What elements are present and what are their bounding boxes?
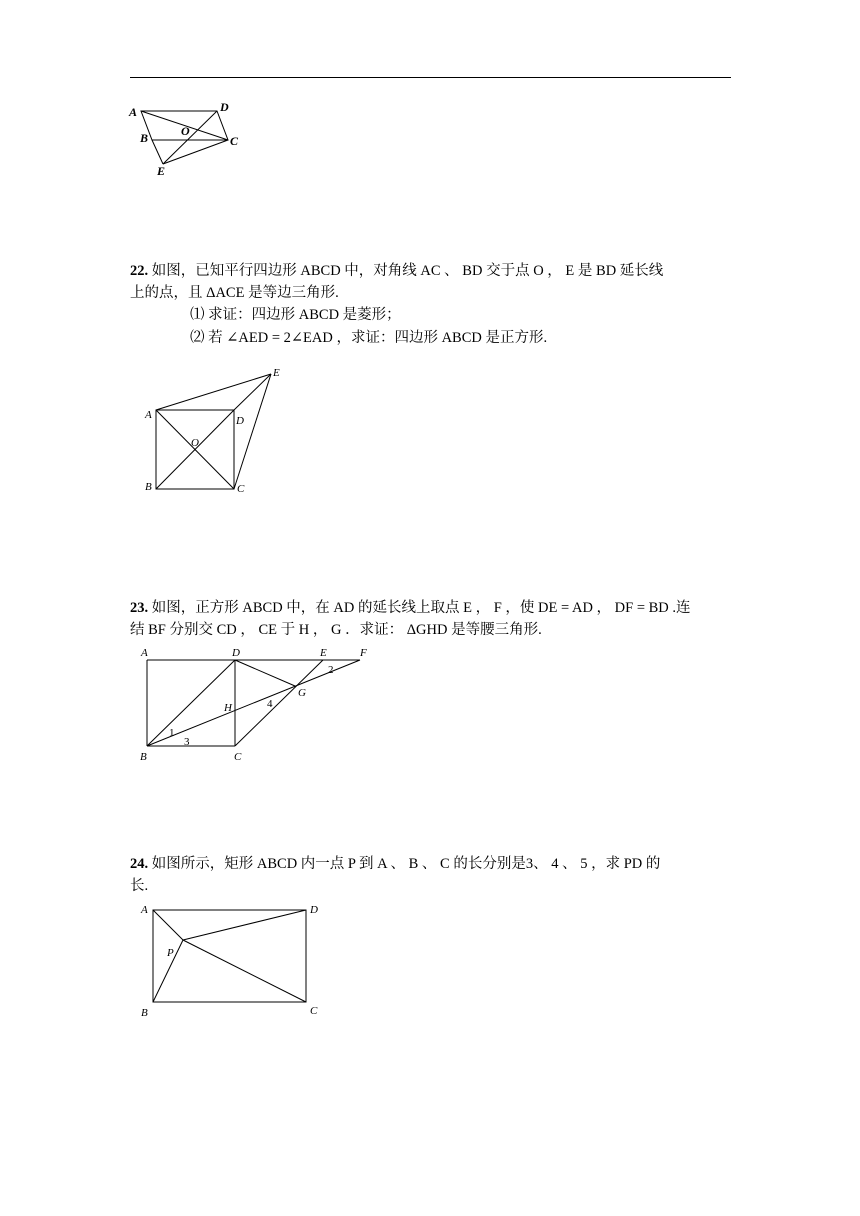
problem-22-sub1: ⑴ 求证：四边形 ABCD 是菱形； [190, 307, 401, 323]
label-P: P [167, 947, 174, 959]
label-O: O [181, 124, 190, 138]
label-angle-3: 3 [184, 736, 190, 748]
label-O: O [191, 437, 199, 449]
problem-23 [130, 597, 730, 641]
segment-be [152, 140, 163, 164]
label-B: B [145, 481, 152, 493]
label-A: A [141, 904, 148, 916]
problem-22-line1: 如图，已知平行四边形 ABCD 中，对角线 AC 、 BD 交于点 O ， E 是 BD 延长线 [151, 263, 664, 279]
label-H: H [224, 702, 232, 714]
label-B: B [141, 1007, 148, 1019]
label-G: G [298, 687, 306, 699]
problem-23-line1: 如图，正方形 ABCD 中，在 AD 的延长线上取点 E ， F ，使 DE = AD ， DF = BD .连 [151, 600, 691, 616]
problem-24-number: 24. [130, 856, 149, 872]
segment-pd [183, 910, 306, 940]
label-D: D [236, 415, 244, 427]
label-B: B [140, 751, 147, 763]
label-D: D [220, 100, 229, 114]
label-B: B [140, 131, 149, 145]
label-F: F [360, 647, 367, 659]
label-A: A [141, 647, 148, 659]
segment-ce [234, 374, 271, 489]
problem-24-line1: 如图所示，矩形 ABCD 内一点 P 到 A 、 B 、 C 的长分别是3、 4 、 5 ，求 PD 的 [151, 856, 661, 872]
figure-parallelogram-21 [125, 95, 245, 180]
segment-ec [163, 140, 228, 164]
label-C: C [234, 751, 242, 763]
figure-rectangle-24 [135, 898, 335, 1023]
diagonal-bd [147, 660, 235, 746]
label-angle-2: 2 [328, 664, 334, 676]
problem-23-line2: 结 BF 分别交 CD ， CE 于 H ， G ．求证： ΔGHD 是等腰三角形. [130, 622, 542, 638]
segment-pa [153, 910, 183, 940]
problem-23-number: 23. [130, 600, 149, 616]
label-C: C [230, 134, 239, 148]
figure-square-22 [140, 362, 290, 497]
segment-pc [183, 940, 306, 1002]
label-C: C [237, 483, 245, 495]
problem-22-line2: 上的点，且 ΔACE 是等边三角形. [130, 285, 339, 301]
problem-22 [130, 260, 730, 304]
segment-ae [156, 374, 271, 410]
label-angle-1: 1 [169, 727, 175, 739]
figure-square-23 [135, 644, 375, 766]
segment-ce [235, 660, 323, 746]
label-C: C [310, 1005, 318, 1017]
segment-ed [163, 111, 217, 164]
problem-22-number: 22. [130, 263, 149, 279]
rectangle-abcd [153, 910, 306, 1002]
label-A: A [129, 105, 138, 119]
problem-24-line2: 长. [130, 878, 149, 894]
problem-24 [130, 853, 730, 897]
label-E: E [320, 647, 327, 659]
label-E: E [157, 164, 166, 178]
problem-22-sub2: ⑵ 若 ∠AED = 2∠EAD ，求证：四边形 ABCD 是正方形. [190, 330, 548, 346]
label-D: D [232, 647, 240, 659]
label-D: D [310, 904, 318, 916]
segment-dg [235, 660, 295, 686]
label-A: A [145, 409, 152, 421]
label-angle-4: 4 [267, 698, 273, 710]
header-rule [130, 77, 731, 78]
label-E: E [273, 367, 280, 379]
